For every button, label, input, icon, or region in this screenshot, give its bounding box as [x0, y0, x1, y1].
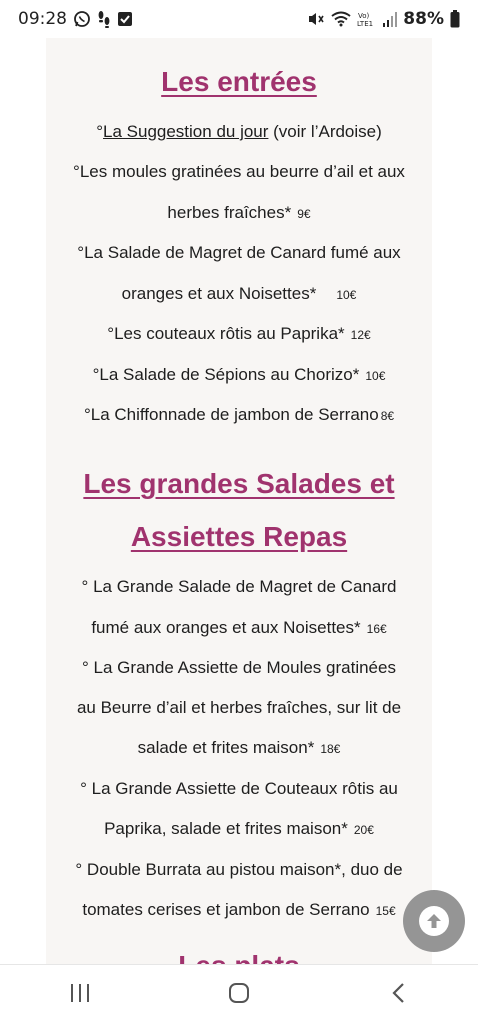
status-left	[18, 9, 133, 29]
price: 20€	[353, 823, 374, 837]
back-button[interactable]	[368, 975, 428, 1015]
mute-icon	[307, 11, 325, 27]
section-title-entrees: Les entrées	[161, 66, 317, 97]
menu-item-line: fumé aux oranges et aux Noisettes* 16€	[91, 618, 387, 637]
signal-icon	[383, 11, 397, 27]
menu-item-line: °Les moules gratinées au beurre d’ail et aux	[73, 162, 405, 181]
checkbox-notification-icon	[117, 11, 133, 27]
menu-item-line: °La Chiffonnade de jambon de Serrano 8€	[83, 405, 395, 424]
navigation-bar	[0, 964, 478, 1025]
svg-text:LTE1: LTE1	[357, 20, 374, 28]
wifi-icon	[331, 11, 351, 27]
menu-item-line: ° La Grande Assiette de Moules gratinées	[82, 658, 396, 677]
price: 18€	[320, 742, 341, 756]
back-icon	[391, 982, 405, 1009]
battery-icon	[450, 10, 460, 28]
recent-apps-button[interactable]	[50, 975, 110, 1015]
price: 10€	[365, 369, 386, 383]
menu-item-line: Paprika, salade et frites maison* 20€	[104, 819, 374, 838]
steps-icon	[97, 10, 111, 28]
menu-item-suggestion: °La Suggestion du jour (voir l’Ardoise)	[96, 122, 382, 141]
price: 15€	[375, 904, 396, 918]
menu-page[interactable]	[0, 38, 478, 964]
menu-item-line: °La Salade de Magret de Canard fumé aux	[77, 243, 401, 262]
home-icon	[228, 982, 250, 1009]
menu-item-line: herbes fraîches* 9€	[167, 203, 311, 222]
menu-card	[46, 38, 432, 978]
arrow-up-icon	[419, 906, 449, 936]
price: 16€	[366, 622, 387, 636]
menu-item-line: oranges et aux Noisettes* 10€	[121, 284, 357, 303]
price: 12€	[350, 328, 371, 342]
menu-item-line: ° La Grande Assiette de Couteaux rôtis au	[80, 779, 398, 798]
menu-item-line: au Beurre d’ail et herbes fraîches, sur lit de	[76, 698, 402, 717]
menu-item-line: tomates cerises et jambon de Serrano 15€	[82, 900, 396, 919]
clock: 09:28	[18, 9, 67, 29]
scroll-to-top-button[interactable]	[403, 890, 465, 952]
recent-apps-icon	[69, 983, 91, 1008]
battery-percentage: 88%	[403, 9, 444, 29]
section-title-assiettes: Assiettes Repas	[130, 521, 348, 552]
home-button[interactable]	[209, 975, 269, 1015]
volte-icon	[357, 10, 377, 28]
menu-item-line: °La Salade de Sépions au Chorizo* 10€	[92, 365, 386, 384]
price: 9€	[297, 207, 311, 221]
menu-item-line: ° Double Burrata au pistou maison*, duo de	[75, 860, 403, 879]
price: 10€	[336, 288, 357, 302]
menu-item-line: ° La Grande Salade de Magret de Canard	[81, 577, 397, 596]
svg-text:Vo): Vo)	[358, 12, 370, 20]
menu-item-line: salade et frites maison* 18€	[137, 738, 341, 757]
status-right	[307, 9, 460, 29]
whatsapp-icon	[73, 10, 91, 28]
menu-item-line: °Les couteaux rôtis au Paprika* 12€	[107, 324, 371, 343]
price: 8€	[380, 409, 395, 423]
section-title-salades: Les grandes Salades et	[83, 468, 395, 499]
suggestion-du-jour-link[interactable]: La Suggestion du jour	[103, 122, 269, 141]
status-bar	[0, 0, 478, 38]
